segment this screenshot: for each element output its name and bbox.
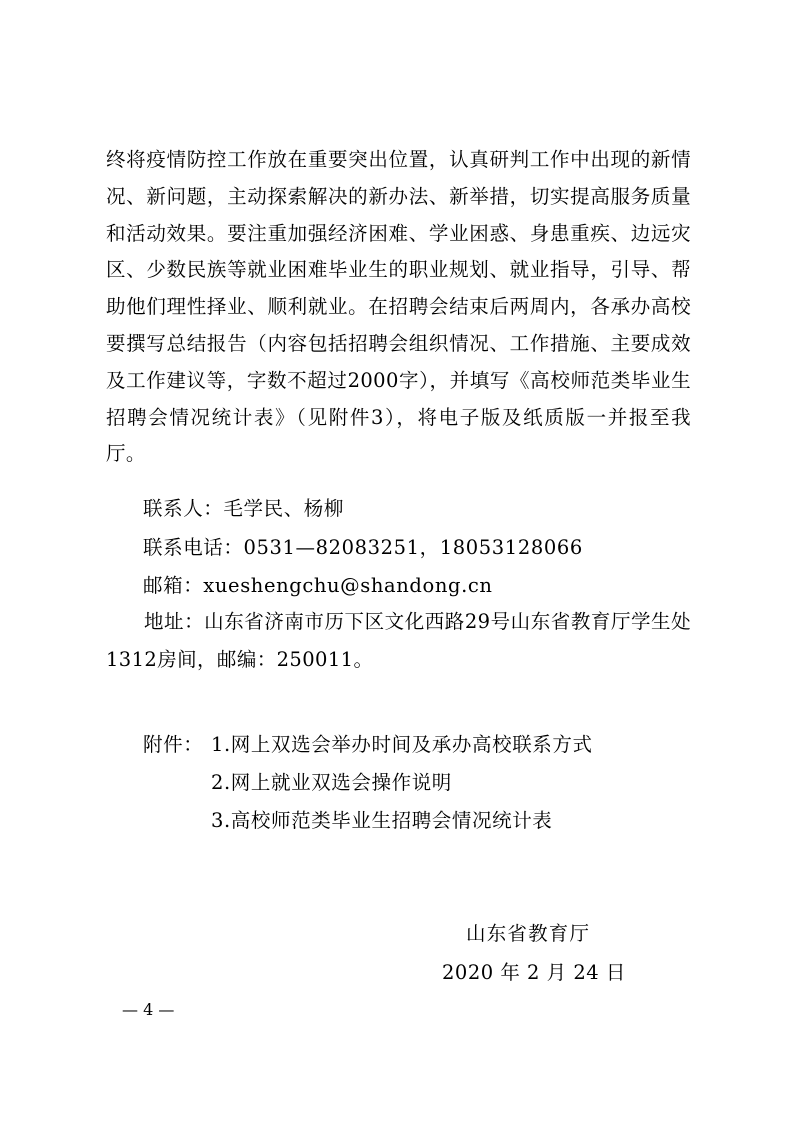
signature-date: 2020 年 2 月 24 日 bbox=[442, 961, 626, 984]
attachments-label: 附件： bbox=[143, 733, 204, 756]
contact-phone: 联系电话：0531—82083251，18053128066 bbox=[143, 536, 583, 559]
contact-address: 地址：山东省济南市历下区文化西路29号山东省教育厅学生处1312房间，邮编：250011。 bbox=[106, 610, 691, 671]
attachment-item-3: 3.高校师范类毕业生招聘会情况统计表 bbox=[211, 809, 553, 832]
attachment-item-1: 1.网上双选会举办时间及承办高校联系方式 bbox=[211, 733, 593, 756]
contact-person: 联系人：毛学民、杨柳 bbox=[143, 497, 345, 520]
attachment-item-2: 2.网上就业双选会操作说明 bbox=[211, 771, 452, 794]
contact-email: 邮箱：xueshengchu@shandong.cn bbox=[143, 574, 493, 597]
body-paragraph: 终将疫情防控工作放在重要突出位置，认真研判工作中出现的新情况、新问题，主动探索解决的新办法、新举措，切实提高服务质量和活动效果。要注重加强经济困难、学业困惑、身患重疾、边远灾区、少数民族等就业困难毕业生的职业规划、就业指导，引导、帮助他们理性择业、顺利就业。在招聘会结束后两周内，各承办高校要撰写总结报告（内容包括招聘会组织情况、工作措施、主要成效及工作建议等，字数不超过2000字），并填写《高校师范类毕业生招聘会情况统计表》（见附件3），将电子版及纸质版一并报至我厅。 bbox=[106, 148, 691, 466]
page-number: — 4 — bbox=[122, 1000, 175, 1019]
signature-org: 山东省教育厅 bbox=[466, 922, 591, 945]
